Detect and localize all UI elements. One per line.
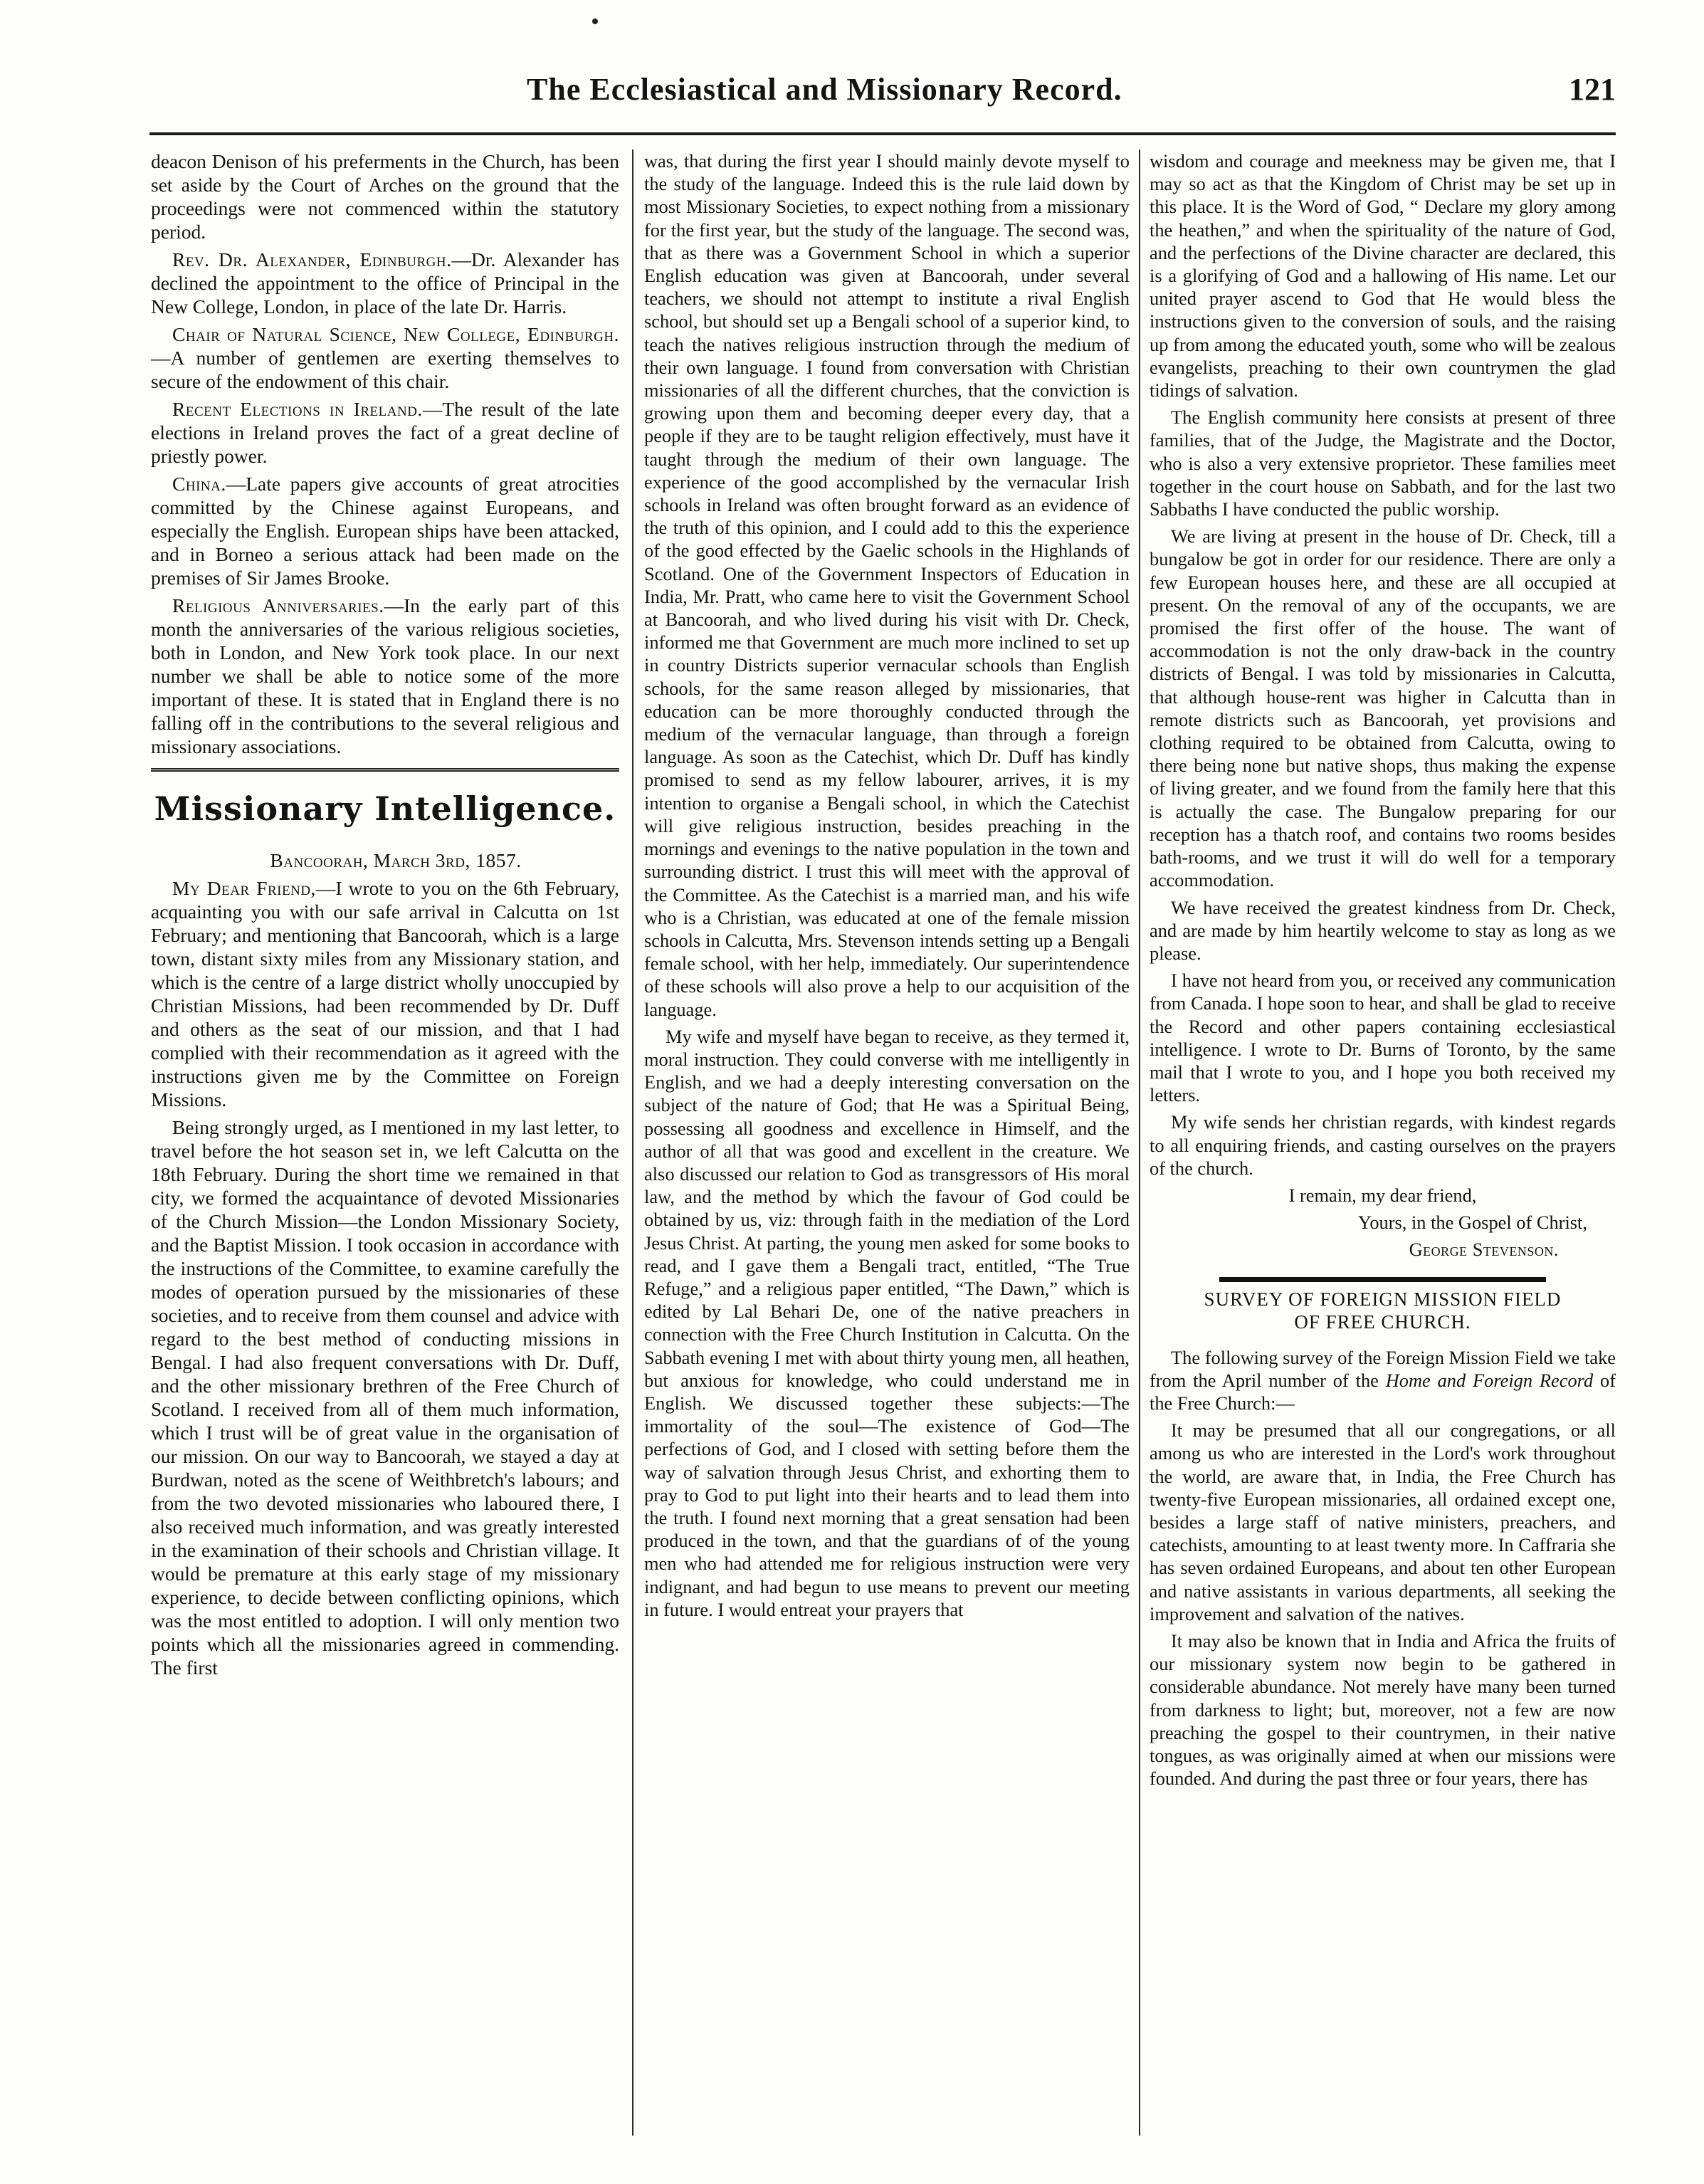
news-head: Chair of Natural Science, New College, Edinburgh.	[172, 323, 619, 345]
column-rule-1	[632, 149, 633, 2136]
header-rule	[149, 132, 1616, 135]
letter-text: —I wrote to you on the 6th February, acquainting you with our safe arrival in Calcutta on 1st February; and mentioning that Bancoorah, which is a large town, distant sixty miles from any Missionary station, and which is the centre of a large district wholly unoccupied by Christian Missions, had been recommended by Dr. Duff and others as the seat of our mission, and that I had complied with their recommendation as it agreed with the instructions given me by the Committee on Foreign Missions.	[151, 877, 619, 1111]
survey-heading	[1150, 1288, 1616, 1333]
column-2	[644, 149, 1130, 2136]
masthead	[149, 71, 1616, 122]
publication-title: Home and Foreign Record	[1385, 1369, 1594, 1391]
letter-para-7: We are living at present in the house of Dr. Check, till a bungalow be got in order for our residence. There are only a few European houses here, and these are all occupied at present. On the removal of any of the occupants, we are promised the first offer of the house. The want of accommodation is not the only draw-back in the country districts of Bengal. I was told by missionaries in Calcutta, that although house-rent was higher in Calcutta than in remote districts such as Bancoorah, yet provisions and clothing required to be obtained from Calcutta, owing to there being none but native shops, thus making the expense of living greater, and we found from the family here that this is actually the case. The Bungalow preparing for our reception has a thatch roof, and contains two rooms besides bath-rooms, and we trust it will do well for a temporary accommodation.	[1150, 525, 1616, 891]
news-body: —A number of gentlemen are exerting themselves to secure of the endowment of this chair.	[151, 347, 619, 392]
section-divider	[151, 768, 619, 772]
letter-closing-1: I remain, my dear friend,	[1288, 1184, 1477, 1206]
news-item-ireland	[151, 397, 619, 468]
section-title: Missionary Intelligence.	[154, 789, 616, 828]
news-item-denison: deacon Denison of his preferments in the Church, has been set aside by the Court of Arches on the ground that the proceedings were not commenced within the statutory period.	[151, 150, 619, 243]
letter-para-1	[151, 876, 619, 1111]
letter-closing-2: Yours, in the Gospel of Christ,	[1357, 1212, 1587, 1234]
survey-heading-line-2: OF FREE CHURCH.	[1294, 1311, 1471, 1333]
letter-para-6: The English community here consists at present of three families, that of the Judge, the Magistrate and the Doctor, who is also a very extensive proprietor. These families meet together in the court house on Sabbath, and for the last two Sabbaths I have conducted the public worship.	[1150, 406, 1616, 520]
letter-para-4: My wife and myself have began to receive, as they termed it, moral instruction. They could converse with me intelligently in English, and we had a deeply interesting conversation on the subject of the nature of God; that He was a Spiritual Being, possessing all goodness and excellence in Himself, and the author of all that was good and excellent in the creature. We also discussed our relation to God as transgressors of His moral law, and the method by which the favour of God could be obtained by us, viz: through faith in the mediation of the Lord Jesus Christ. At parting, the young men asked for some books to read, and I gave them a Bengali tract, entitled, “The True Refuge,” and a religious paper entitled, “The Dawn,” which is edited by Lal Behari De, one of the native preachers in connection with the Free Church Institution in Calcutta. On the Sabbath evening I met with about thirty young men, all heathen, but anxious for knowledge, who could understand me in English. We discussed together these subjects:—The immortality of the soul—The existence of God—The perfections of God, and I closed with setting before them the way of salvation through Jesus Christ, and exhorting them to pray to God to put light into their hearts and to lead them into the truth. I found next morning that a great sensation had been produced in the town, and that the guardians of of the young men who had attended me for religious instruction were very indignant, and had begun to use means to prevent our meeting in future. I would entreat your prayers that	[644, 1025, 1130, 1620]
letter-signature: George Stevenson.	[1409, 1239, 1559, 1261]
news-body: —Late papers give accounts of great atrocities committed by the Chinese against Europeans, and especially the English. European ships have been attacked, and in Borneo a serious attack had been made on the premises of Sir James Brooke.	[151, 473, 619, 589]
section-divider-heavy	[1219, 1277, 1546, 1282]
news-body: —The result of the late elections in Ireland proves the fact of a great decline of priestly power.	[151, 398, 619, 467]
news-item-chair	[151, 322, 619, 393]
news-item-anniversaries	[151, 594, 619, 758]
news-body: —In the early part of this month the anniversaries of the various religious societies, both in London, and New York took place. In our next number we shall be able to notice some of the more important of these. It is stated that in England there is no falling off in the contributions to the several religious and missionary associations.	[151, 594, 619, 757]
survey-heading-line-1: SURVEY OF FOREIGN MISSION FIELD	[1204, 1288, 1562, 1310]
news-item-alexander	[151, 248, 619, 318]
news-head: Recent Elections in Ireland.	[172, 398, 423, 420]
letter-para-3: was, that during the first year I should mainly devote myself to the study of the language. Indeed this is the rule laid down by most Missionary Societies, to expect nothing from a missionary for the first year, but the study of the language. The second was, that as there was a Government School in which a superior English education was given at Bancoorah, under several teachers, we should not attempt to institute a rival English school, but should set up a Bengali school of a superior kind, to teach the natives religious instruction through the medium of their own language. I found from conversation with Christian missionaries of all the different churches, that the conviction is growing upon them and becoming deeper every day, that a people if they are to be taught religion effectively, must have it taught through the medium of their own language. The experience of the good accomplished by the vernacular Irish schools in Ireland was often brought forward as an evidence of the truth of this opinion, and I could add to this the experience of the good effected by the Gaelic schools in the Highlands of Scotland. One of the Government Inspectors of Education in India, Mr. Pratt, who came here to visit the Government School at Bancoorah, and who lived during his visit with Dr. Check, informed me that Government are much more inclined to set up in country Districts superior vernacular schools than English schools, for the same reason alleged by missionaries, that education can be more thoroughly conducted through the medium of the vernacular language, than through a foreign language. As soon as the Catechist, which Dr. Duff has kindly promised to send as my fellow labourer, arrives, it is my intention to organise a Bengali school, in which the Catechist will give religious instruction, besides preaching in the mornings and evenings to the native population in the town and surrounding district. I trust this will meet with the approval of the Committee. As the Catechist is a married man, and his wife who is a Christian, was educated at one of the female mission schools in Calcutta, Mrs. Stevenson intends setting up a Bengali female school, with her help, immediately. Our superintendence of these schools will also prove a help to our acquisition of the language.	[644, 150, 1130, 1020]
news-head: Religious Anniversaries.	[172, 594, 384, 616]
letter-para-2: Being strongly urged, as I mentioned in my last letter, to travel before the hot season set in, we left Calcutta on the 18th February. During the short time we remained in that city, we formed the acquaintance of devoted Missionaries of the Church Mission—the London Missionary Society, and the Baptist Mission. I took occasion in accordance with the instructions of the Committee, to examine carefully the modes of operation pursued by the missionaries of these societies, and to receive from them counsel and advice with regard to the best method of conducting missions in Bengal. I had also frequent conversations with Dr. Duff, and the other missionary brethren of the Free Church of Scotland. I received from all of them much information, which I trust will be of great value in the organisation of our mission. On our way to Bancoorah, we stayed a day at Burdwan, noted as the scene of Weithbretch's labours; and from the two devoted missionaries who laboured there, I also received much information, and was greatly interested in the examination of their schools and Christian village. It would be premature at this early stage of my missionary experience, to decide between conflicting opinions, which was the most entitled to adoption. I will only mention two points which all the missionaries agreed in commending. The first	[151, 1116, 619, 1679]
journal-title: The Ecclesiastical and Missionary Record.	[527, 72, 1122, 107]
survey-text: The following survey of the Foreign Mission Field we take from the April number of the	[1150, 1346, 1616, 1391]
column-3	[1150, 149, 1616, 2136]
column-rule-2	[1139, 149, 1140, 2136]
column-1	[151, 149, 619, 2121]
page-number: 121	[1569, 72, 1616, 107]
news-head: China.	[172, 473, 226, 495]
survey-para-2: It may be presumed that all our congregations, or all among us who are interested in the Lord's work throughout the world, are aware that, in India, the Free Church has twenty-five European missionaries, all ordained except one, besides a large staff of native ministers, preachers, and catechists, amounting to at least twenty more. In Caffraria she has seven ordained Europeans, and about ten other European and native assistants in various departments, all seeking the improvement and salvation of the natives.	[1150, 1419, 1616, 1624]
letter-dateline: Bancoorah, March 3rd, 1857.	[270, 849, 522, 871]
survey-para-3: It may also be known that in India and Africa the fruits of our missionary system now begin to be gathered in considerable abundance. Not merely have many been turned from darkness to light; but, moreover, not a few are now preaching the gospel to their countrymen, in their native tongues, as was originally aimed at when our missions were founded. And during the past three or four years, there has	[1150, 1629, 1616, 1790]
survey-text: of the Free Church:—	[1150, 1369, 1616, 1414]
ink-dot	[592, 19, 598, 24]
letter-salutation: My Dear Friend,	[172, 877, 316, 899]
letter-para-8: We have received the greatest kindness from Dr. Check, and are made by him heartily welcome to stay as long as we please.	[1150, 896, 1616, 964]
letter-para-5: wisdom and courage and meekness may be given me, that I may so act as that the Kingdom of Christ may be set up in this place. It is the Word of God, “ Declare my glory among the heathen,” and when the spirituality of the nature of God, and the perfections of the Divine character are declared, this is a glorifying of God and a hallowing of His name. Let our united prayer ascend to God that He would bless the instructions given to the conversion of souls, and the raising up from among the educated youth, some who will be zealous evangelists, preaching to their own countrymen the glad tidings of salvation.	[1150, 150, 1616, 401]
letter-para-10: My wife sends her christian regards, with kindest regards to all enquiring friends, and casting ourselves on the prayers of the church.	[1150, 1111, 1616, 1179]
letter-para-9: I have not heard from you, or received any communication from Canada. I hope soon to hear, and shall be glad to receive the Record and other papers containing ecclesiastical intelligence. I wrote to Dr. Burns of Toronto, by the same mail that I wrote to you, and I hope you both received my letters.	[1150, 970, 1616, 1106]
news-body: —Dr. Alexander has declined the appointment to the office of Principal in the New College, London, in place of the late Dr. Harris.	[151, 248, 619, 317]
news-head: Rev. Dr. Alexander, Edinburgh.	[172, 248, 452, 271]
news-item-china	[151, 472, 619, 589]
survey-para-1	[1150, 1346, 1616, 1415]
